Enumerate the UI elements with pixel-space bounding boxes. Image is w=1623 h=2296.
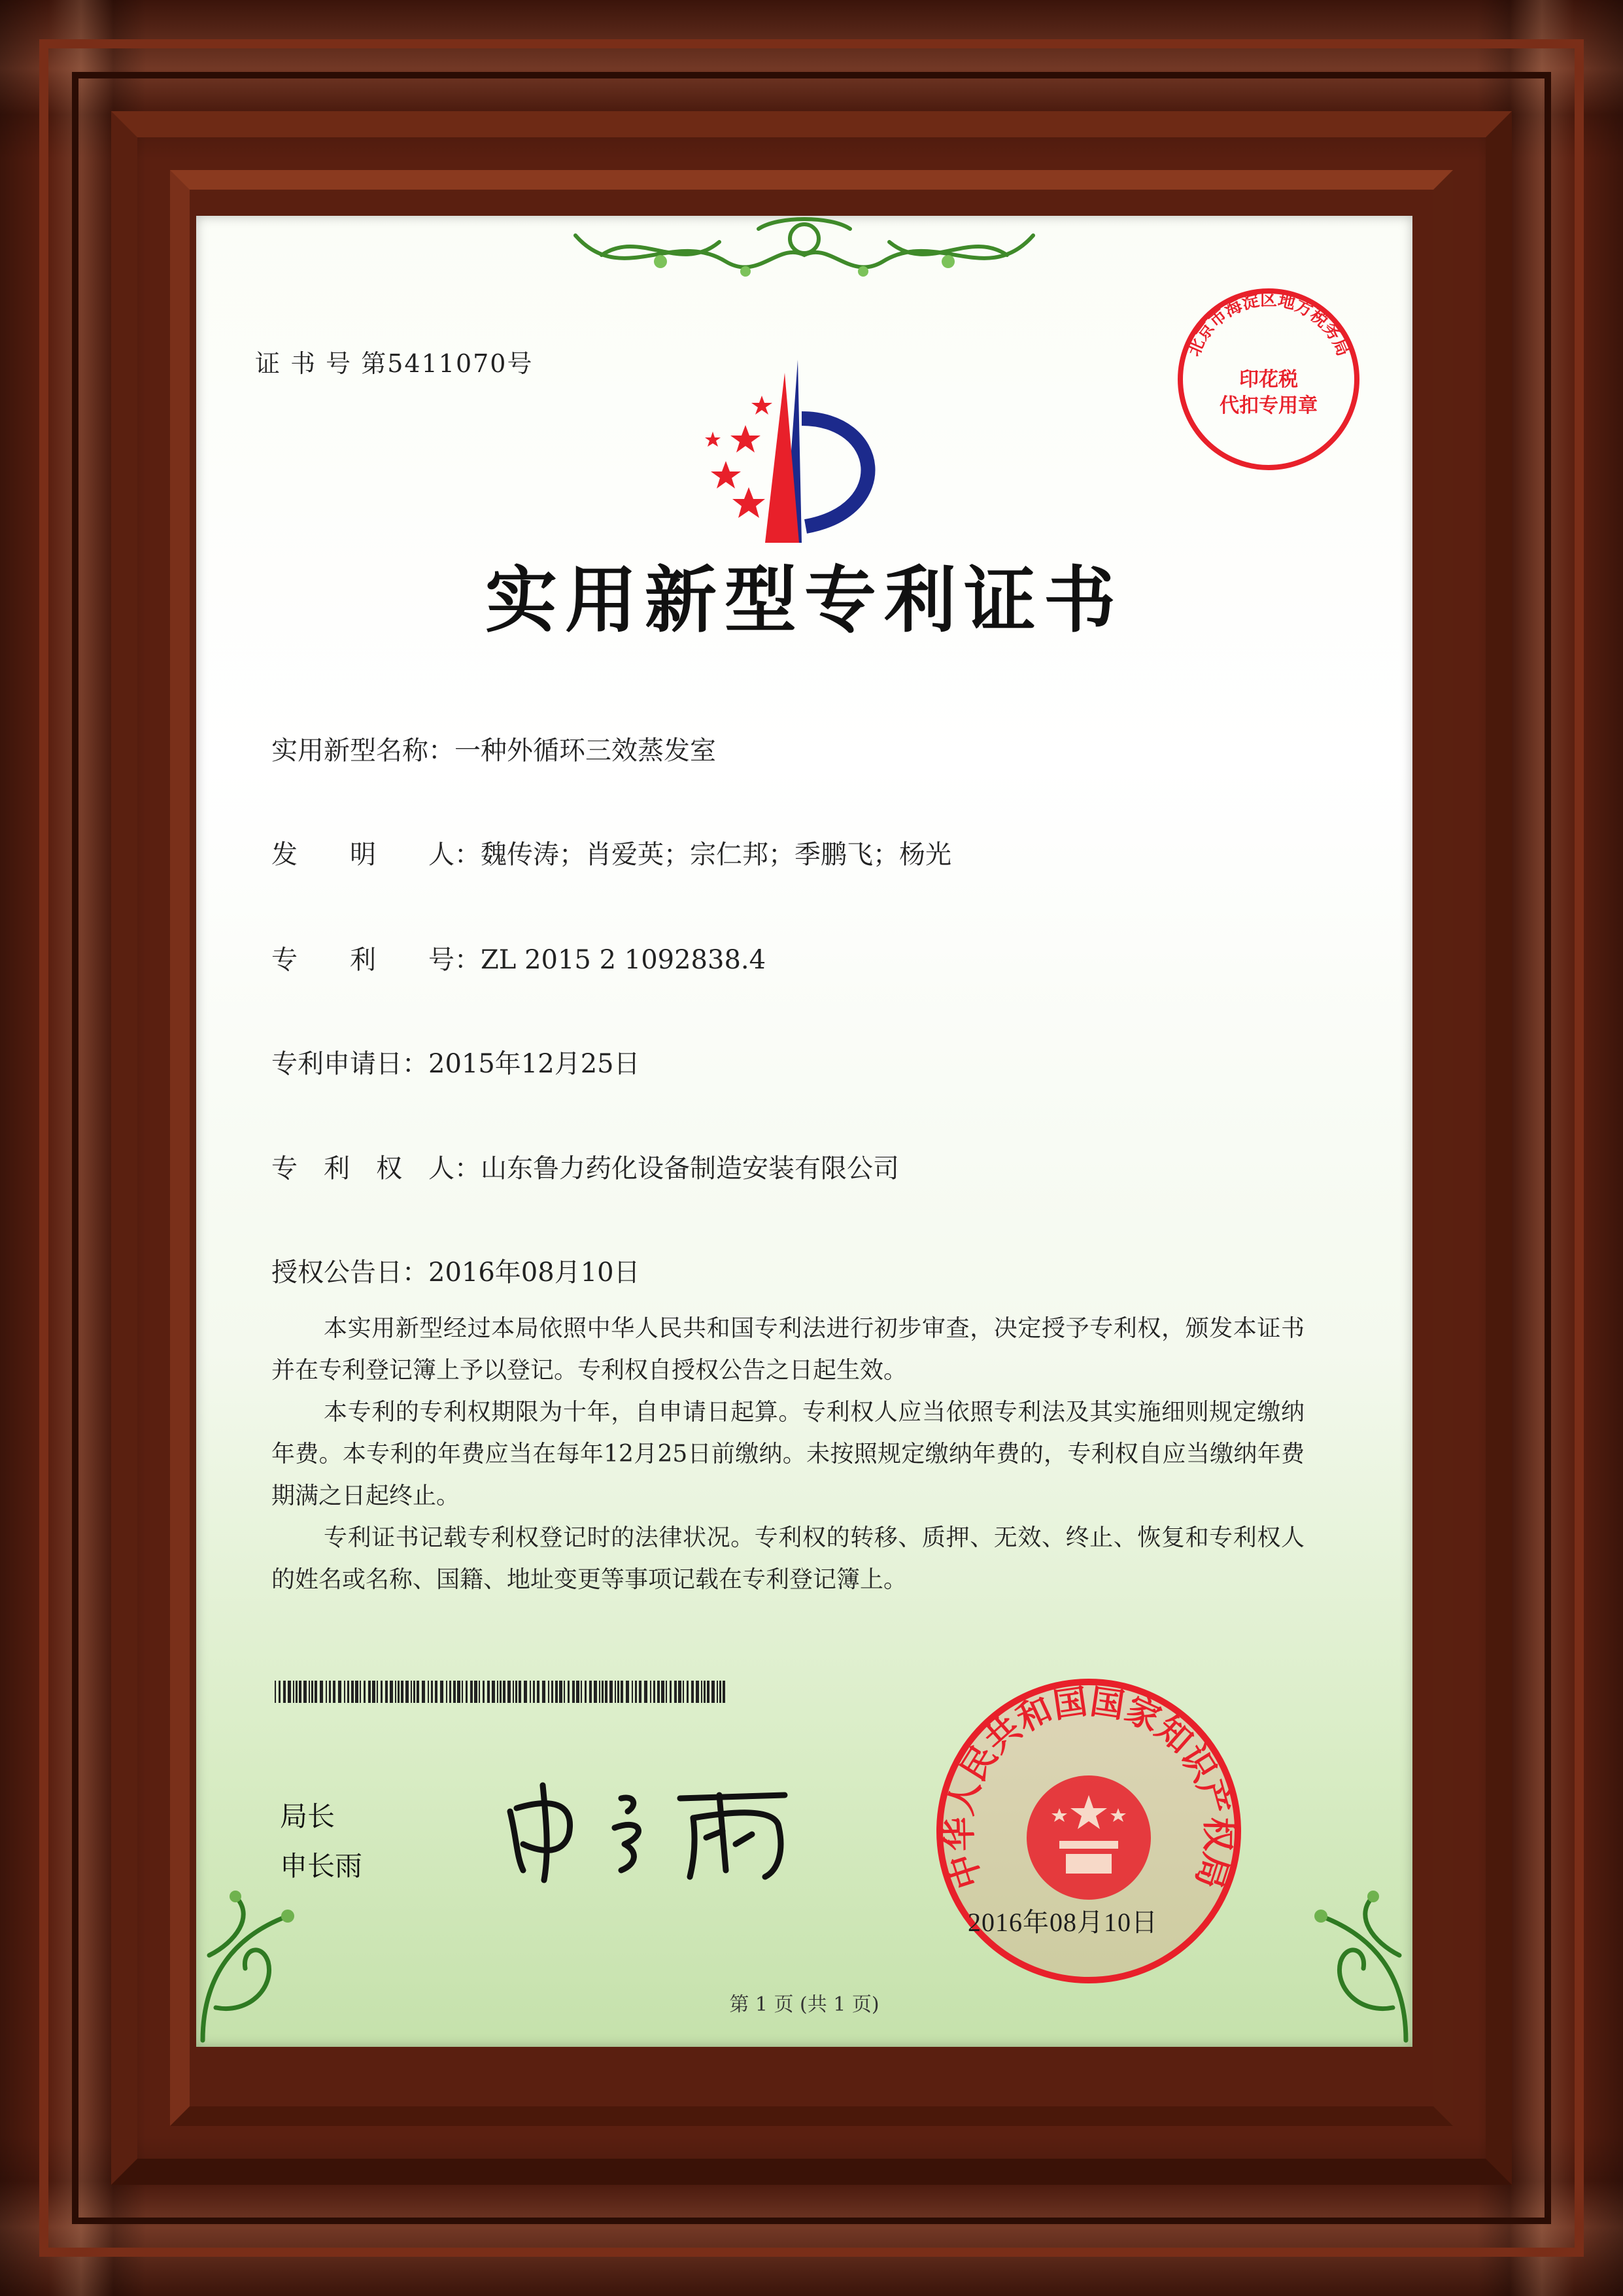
director-signature-icon	[497, 1772, 798, 1883]
barcode-bar	[466, 1681, 468, 1703]
seal-ring-text: 中华人民共和国国家知识产权局	[940, 1682, 1238, 1893]
barcode-bar	[723, 1681, 725, 1703]
barcode-bar	[519, 1681, 521, 1703]
barcode-bar	[621, 1681, 623, 1703]
barcode-bar	[644, 1681, 647, 1703]
barcode-bar	[377, 1681, 378, 1703]
barcode-bar	[524, 1681, 527, 1703]
barcode-bar	[329, 1681, 331, 1703]
barcode-bar	[657, 1681, 660, 1703]
barcode-bar	[533, 1681, 535, 1703]
barcode-bar	[275, 1681, 276, 1703]
barcode-bar	[474, 1681, 477, 1703]
barcode-bar	[701, 1681, 702, 1703]
barcode-bar	[311, 1681, 313, 1703]
barcode-bar	[572, 1681, 575, 1703]
barcode-bar	[589, 1681, 592, 1703]
barcode-bar	[683, 1681, 684, 1703]
barcode-bar	[355, 1681, 358, 1703]
barcode-bar	[609, 1681, 613, 1703]
barcode-bar	[626, 1681, 629, 1703]
barcode-bar	[559, 1681, 562, 1703]
tax-stamp-line-2: 代扣专用章	[1220, 394, 1318, 417]
field-value: 山东鲁力药化设备制造安装有限公司	[481, 1154, 899, 1184]
barcode-bar	[711, 1681, 715, 1703]
tax-stamp-line-1: 印花税	[1239, 368, 1298, 391]
barcode-bar	[462, 1681, 463, 1703]
barcode-bar	[405, 1681, 409, 1703]
barcode-bar	[333, 1681, 335, 1703]
barcode-bar	[678, 1681, 681, 1703]
barcode-bar	[381, 1681, 383, 1703]
barcode-bar	[605, 1681, 607, 1703]
bottom-right-ornament-icon	[1256, 1877, 1412, 2047]
field-label: 专 利 号：	[271, 945, 481, 975]
barcode-bar	[344, 1681, 345, 1703]
field-utility-model-name	[271, 730, 716, 767]
barcode-bar	[515, 1681, 517, 1703]
barcode-bar	[385, 1681, 388, 1703]
barcode-bar	[320, 1681, 323, 1703]
barcode-bar	[617, 1681, 619, 1703]
barcode-bar	[530, 1681, 531, 1703]
barcode-bar	[351, 1681, 354, 1703]
barcode-bar	[372, 1681, 375, 1703]
field-label: 专 利 权 人：	[271, 1154, 481, 1184]
barcode-bar	[401, 1681, 403, 1703]
barcode-bar	[390, 1681, 393, 1703]
seal-date: 2016年08月10日	[968, 1908, 1158, 1937]
barcode-bar	[309, 1681, 310, 1703]
field-label: 发 明 人：	[271, 840, 481, 870]
barcode-bar	[670, 1681, 672, 1703]
barcode-bar	[555, 1681, 558, 1703]
top-ornament-icon	[562, 216, 1046, 294]
barcode-bar	[581, 1681, 582, 1703]
barcode-bar	[440, 1681, 443, 1703]
patent-office-logo-icon	[687, 347, 909, 549]
barcode-bar	[585, 1681, 587, 1703]
certificate-paper	[196, 216, 1412, 2047]
barcode	[275, 1681, 732, 1703]
field-patent-number	[271, 939, 766, 976]
barcode-bar	[719, 1681, 721, 1703]
barcode-bar	[435, 1681, 437, 1703]
barcode-bar	[492, 1681, 495, 1703]
barcode-bar	[497, 1681, 498, 1703]
field-value: 2016年08月10日	[428, 1258, 640, 1288]
barcode-bar	[279, 1681, 281, 1703]
director-name: 申长雨	[280, 1850, 363, 1882]
barcode-bar	[338, 1681, 341, 1703]
barcode-bar	[653, 1681, 655, 1703]
barcode-bar	[487, 1681, 490, 1703]
barcode-bar	[691, 1681, 694, 1703]
barcode-bar	[296, 1681, 298, 1703]
page-number: 第 1 页 (共 1 页)	[729, 1993, 880, 2016]
certificate-title: 实用新型专利证书	[485, 558, 1123, 642]
barcode-bar	[661, 1681, 664, 1703]
barcode-bar	[283, 1681, 286, 1703]
tax-stamp-seal-icon	[1170, 281, 1367, 477]
barcode-bar	[615, 1681, 616, 1703]
barcode-bar	[413, 1681, 415, 1703]
barcode-bar	[347, 1681, 349, 1703]
certificate-body	[271, 1308, 1305, 1601]
barcode-bar	[542, 1681, 545, 1703]
barcode-bar	[428, 1681, 429, 1703]
field-label: 实用新型名称：	[271, 736, 454, 766]
barcode-bar	[500, 1681, 502, 1703]
barcode-bar	[507, 1681, 511, 1703]
barcode-bar	[717, 1681, 718, 1703]
barcode-bar	[568, 1681, 570, 1703]
barcode-bar	[315, 1681, 317, 1703]
barcode-bar	[513, 1681, 514, 1703]
barcode-bar	[479, 1681, 480, 1703]
barcode-bar	[446, 1681, 447, 1703]
field-inventors	[271, 834, 951, 871]
field-label: 专利申请日：	[271, 1049, 428, 1079]
barcode-bar	[303, 1681, 307, 1703]
barcode-bar	[398, 1681, 400, 1703]
barcode-bar	[551, 1681, 553, 1703]
barcode-bar	[457, 1681, 460, 1703]
barcode-bar	[594, 1681, 597, 1703]
barcode-bar	[360, 1681, 361, 1703]
national-ip-office-seal-icon	[932, 1674, 1246, 1988]
barcode-bar	[293, 1681, 294, 1703]
barcode-bar	[537, 1681, 539, 1703]
barcode-bar	[395, 1681, 396, 1703]
barcode-bar	[411, 1681, 412, 1703]
body-paragraph-3: 专利证书记载专利权登记时的法律状况。专利权的转移、质押、无效、终止、恢复和专利权人的姓名或名称、国籍、地址变更等事项记载在专利登记簿上。	[271, 1524, 1305, 1593]
field-application-date	[271, 1043, 640, 1080]
bottom-left-ornament-icon	[196, 1877, 353, 2047]
director-title: 局长	[280, 1800, 335, 1832]
field-value: ZL 2015 2 1092838.4	[481, 945, 766, 975]
body-paragraph-2: 本专利的专利权期限为十年，自申请日起算。专利权人应当依照专利法及其实施细则规定缴纳年费。本专利的年费应当在每年12月25日前缴纳。未按照规定缴纳年费的，专利权自应当缴纳年费期满之日起终止。	[271, 1399, 1305, 1509]
barcode-bar	[564, 1681, 565, 1703]
barcode-bar	[674, 1681, 677, 1703]
barcode-bar	[417, 1681, 419, 1703]
field-patentee	[271, 1148, 899, 1185]
field-grant-date	[271, 1252, 640, 1289]
barcode-bar	[639, 1681, 641, 1703]
certificate-number: 证 书 号 第5411070号	[255, 349, 534, 378]
barcode-bar	[666, 1681, 667, 1703]
barcode-bar	[602, 1681, 604, 1703]
field-value: 2015年12月25日	[428, 1049, 640, 1079]
tax-stamp-ring-text: 北京市海淀区地方税务局	[1184, 290, 1354, 360]
barcode-bar	[364, 1681, 366, 1703]
field-value: 一种外循环三效蒸发室	[454, 736, 716, 766]
barcode-bar	[422, 1681, 425, 1703]
barcode-bar	[368, 1681, 371, 1703]
barcode-bar	[687, 1681, 689, 1703]
barcode-bar	[576, 1681, 579, 1703]
barcode-bar	[453, 1681, 456, 1703]
barcode-bar	[431, 1681, 433, 1703]
barcode-bar	[704, 1681, 706, 1703]
barcode-bar	[548, 1681, 549, 1703]
barcode-bar	[707, 1681, 709, 1703]
barcode-bar	[599, 1681, 600, 1703]
barcode-bar	[650, 1681, 651, 1703]
barcode-bar	[483, 1681, 485, 1703]
field-value: 魏传涛；肖爱英；宗仁邦；季鹏飞；杨光	[481, 840, 951, 870]
barcode-bar	[288, 1681, 291, 1703]
field-label: 授权公告日：	[271, 1258, 428, 1288]
barcode-bar	[635, 1681, 637, 1703]
barcode-bar	[299, 1681, 301, 1703]
barcode-bar	[503, 1681, 505, 1703]
body-paragraph-1: 本实用新型经过本局依照中华人民共和国专利法进行初步审查，决定授予专利权，颁发本证书并在专利登记簿上予以登记。专利权自授权公告之日起生效。	[271, 1315, 1305, 1384]
svg-text:北京市海淀区地方税务局	[1184, 290, 1353, 360]
barcode-bar	[326, 1681, 327, 1703]
barcode-bar	[696, 1681, 699, 1703]
barcode-bar	[470, 1681, 473, 1703]
barcode-bar	[632, 1681, 633, 1703]
barcode-bar	[449, 1681, 451, 1703]
